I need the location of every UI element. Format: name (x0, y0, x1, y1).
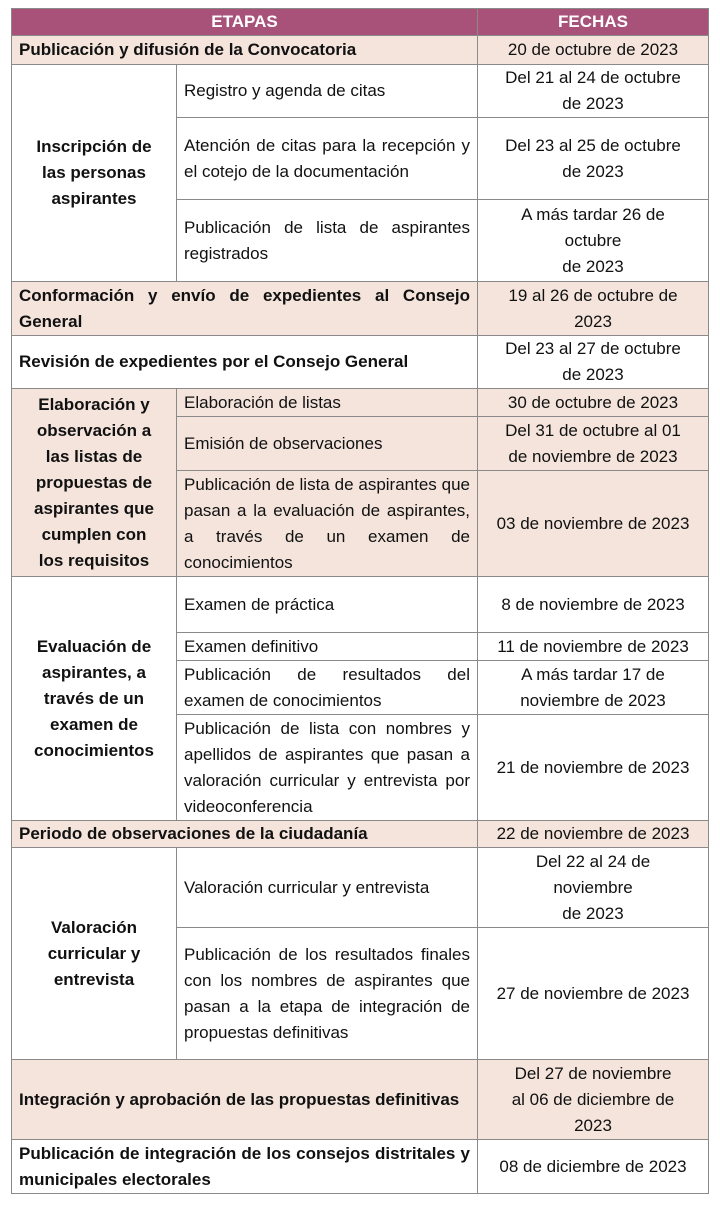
schedule-table (11, 8, 709, 1194)
table-row (12, 389, 709, 417)
fecha-cell: Del 21 al 24 de octubre de 2023 (478, 65, 709, 118)
fecha-cell: Del 23 al 25 de octubre de 2023 (478, 118, 709, 200)
actividad-cell: Atención de citas para la recepción y el cotejo de la documentación (177, 118, 478, 200)
actividad-cell: Examen definitivo (177, 633, 478, 661)
etapa-cell: Conformación y envío de expedientes al Consejo General (12, 282, 478, 336)
actividad-cell: Publicación de lista de aspirantes que pasan a la evaluación de aspirantes, a través de un examen de conocimientos (177, 471, 478, 577)
etapa-cell: Publicación y difusión de la Convocatoria (12, 36, 478, 65)
table-row (12, 848, 709, 928)
fecha-cell: Del 31 de octubre al 01 de noviembre de 2023 (478, 417, 709, 471)
fecha-cell: 21 de noviembre de 2023 (478, 715, 709, 821)
actividad-cell: Publicación de lista con nombres y apellidos de aspirantes que pasan a valoración curricular y entrevista por videoconferencia (177, 715, 478, 821)
table-row (12, 1140, 709, 1194)
actividad-cell: Valoración curricular y entrevista (177, 848, 478, 928)
table-row (12, 821, 709, 848)
header-etapas: ETAPAS (12, 9, 478, 36)
etapa-cell: Evaluación de aspirantes, a través de un examen de conocimientos (12, 577, 177, 821)
etapa-cell: Publicación de integración de los consejos distritales y municipales electorales (12, 1140, 478, 1194)
table-row (12, 36, 709, 65)
actividad-cell: Publicación de resultados del examen de conocimientos (177, 661, 478, 715)
fecha-cell: 20 de octubre de 2023 (478, 36, 709, 65)
etapa-cell: Valoración curricular y entrevista (12, 848, 177, 1060)
actividad-cell: Publicación de los resultados finales con los nombres de aspirantes que pasan a la etapa de integración de propuestas definitivas (177, 928, 478, 1060)
fecha-cell: 8 de noviembre de 2023 (478, 577, 709, 633)
fecha-cell: A más tardar 17 de noviembre de 2023 (478, 661, 709, 715)
table-row (12, 336, 709, 389)
etapa-cell: Periodo de observaciones de la ciudadanía (12, 821, 478, 848)
table-row (12, 282, 709, 336)
etapa-cell: Revisión de expedientes por el Consejo General (12, 336, 478, 389)
fecha-cell: Del 22 al 24 de noviembre de 2023 (478, 848, 709, 928)
fecha-cell: 03 de noviembre de 2023 (478, 471, 709, 577)
fecha-cell: 27 de noviembre de 2023 (478, 928, 709, 1060)
etapa-cell: Integración y aprobación de las propuestas definitivas (12, 1060, 478, 1140)
table-row (12, 577, 709, 633)
fecha-cell: Del 23 al 27 de octubre de 2023 (478, 336, 709, 389)
etapa-cell: Elaboración y observación a las listas de propuestas de aspirantes que cumplen con los requisitos (12, 389, 177, 577)
table-row (12, 1060, 709, 1140)
actividad-cell: Registro y agenda de citas (177, 65, 478, 118)
actividad-cell: Emisión de observaciones (177, 417, 478, 471)
fecha-cell: A más tardar 26 de octubre de 2023 (478, 200, 709, 282)
table-row (12, 65, 709, 118)
actividad-cell: Publicación de lista de aspirantes registrados (177, 200, 478, 282)
fecha-cell: 30 de octubre de 2023 (478, 389, 709, 417)
fecha-cell: 22 de noviembre de 2023 (478, 821, 709, 848)
header-row (12, 9, 709, 36)
fecha-cell: 08 de diciembre de 2023 (478, 1140, 709, 1194)
fecha-cell: 19 al 26 de octubre de 2023 (478, 282, 709, 336)
fecha-cell: Del 27 de noviembre al 06 de diciembre de 2023 (478, 1060, 709, 1140)
actividad-cell: Elaboración de listas (177, 389, 478, 417)
header-fechas: FECHAS (478, 9, 709, 36)
etapa-cell: Inscripción de las personas aspirantes (12, 65, 177, 282)
fecha-cell: 11 de noviembre de 2023 (478, 633, 709, 661)
actividad-cell: Examen de práctica (177, 577, 478, 633)
